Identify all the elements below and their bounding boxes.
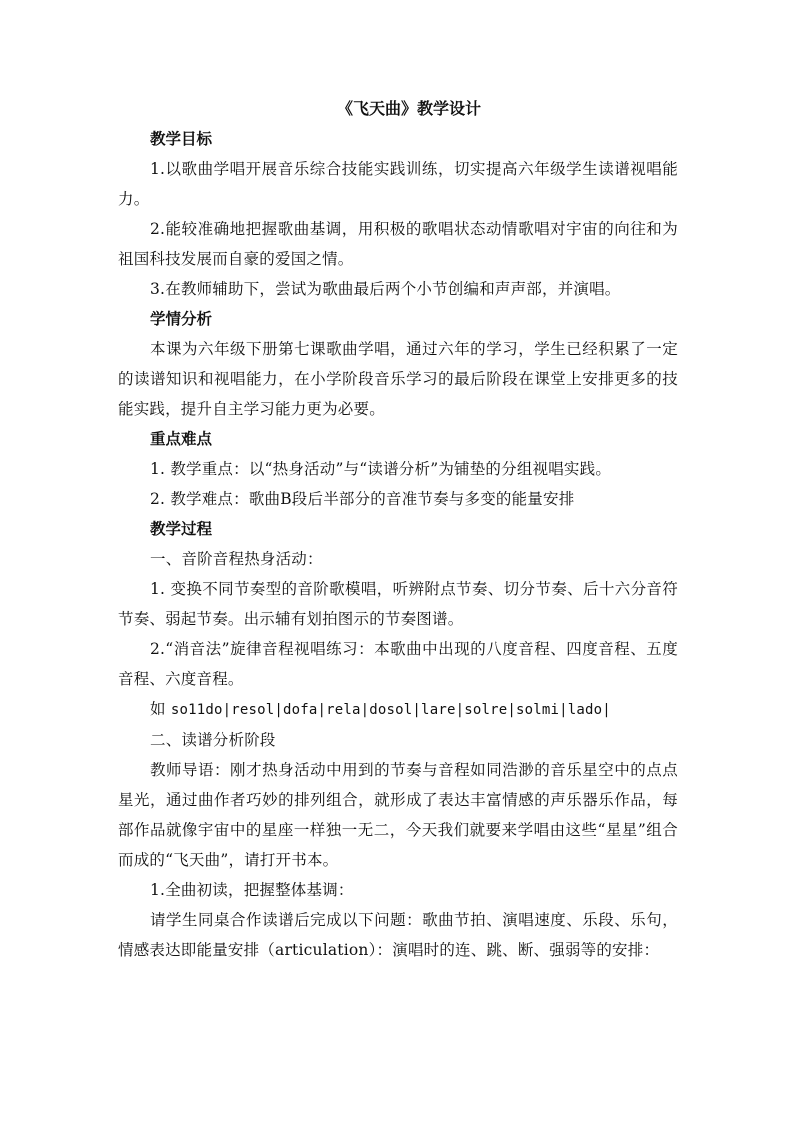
objectives-heading: 教学目标 xyxy=(150,129,213,148)
process-part1-item: 2.“消音法”旋律音程视唱练习：本歌曲中出现的八度音程、四度音程、五度音程、六度音程。 xyxy=(118,640,678,688)
process-part2-step1-text: 请学生同桌合作读谱后完成以下问题：歌曲节拍、演唱速度、乐段、乐句，情感表达即能量安排（articulation）：演唱时的连、跳、断、强弱等的安排： xyxy=(118,911,678,959)
example-notes: so11do|resol|dofa|rela|dosol|lare|solre|solmi|lado| xyxy=(170,702,611,718)
analysis-paragraph: 本课为六年级下册第七课歌曲学唱，通过六年的学习，学生已经积累了一定的读谱知识和视唱能力，在小学阶段音乐学习的最后阶段在课堂上安排更多的技能实践，提升自主学习能力更为必要。 xyxy=(118,340,678,418)
objective-item: 1.以歌曲学唱开展音乐综合技能实践训练，切实提高六年级学生读谱视唱能力。 xyxy=(118,160,678,208)
process-part1-title: 一、音阶音程热身活动： xyxy=(150,550,323,568)
keypoints-heading: 重点难点 xyxy=(150,429,213,448)
process-part1-item: 1. 变换不同节奏型的音阶歌模唱，听辨附点节奏、切分节奏、后十六分音符节奏、弱起节奏。出示辅有划拍图示的节奏图谱。 xyxy=(118,580,678,628)
keypoint-item: 2. 教学难点：歌曲B段后半部分的音准节奏与多变的能量安排 xyxy=(150,490,575,508)
process-part2-step1: 1.全曲初读，把握整体基调： xyxy=(150,881,354,899)
document-title: 《飞天曲》教学设计 xyxy=(336,99,481,118)
analysis-heading: 学情分析 xyxy=(150,309,213,328)
example-prefix: 如 xyxy=(150,700,171,718)
process-heading: 教学过程 xyxy=(150,519,213,538)
document-body xyxy=(118,94,678,965)
keypoint-item: 1. 教学重点：以“热身活动”与“读谱分析”为铺垫的分组视唱实践。 xyxy=(150,460,612,478)
objective-item: 3.在教师辅助下，尝试为歌曲最后两个小节创编和声声部，并演唱。 xyxy=(150,280,621,298)
example-line xyxy=(118,694,678,725)
process-part2-intro: 教师导语：刚才热身活动中用到的节奏与音程如同浩渺的音乐星空中的点点星光，通过曲作者巧妙的排列组合，就形成了表达丰富情感的声乐器乐作品，每部作品就像宇宙中的星座一样独一无二，今天我们就要来学唱由这些“星星”组合而成的“飞天曲”，请打开书本。 xyxy=(118,761,678,869)
objective-item: 2.能较准确地把握歌曲基调，用积极的歌唱状态动情歌唱对宇宙的向往和为祖国科技发展而自豪的爱国之情。 xyxy=(118,220,678,268)
process-part2-title: 二、读谱分析阶段 xyxy=(150,731,276,749)
